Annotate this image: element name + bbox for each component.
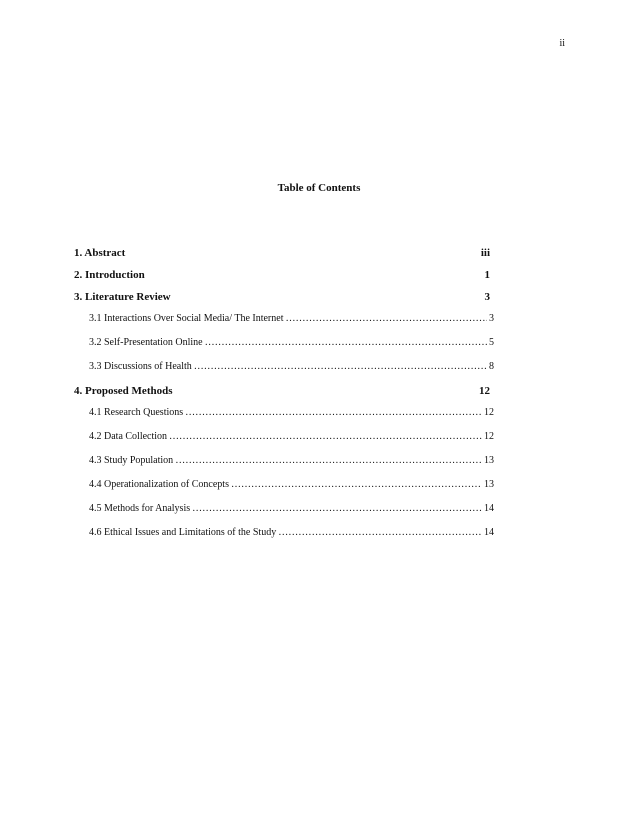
dot-leader: [169, 430, 482, 444]
dot-leader: [285, 312, 487, 326]
toc-subentry-label: 4.6 Ethical Issues and Limitations of the Study: [89, 527, 277, 538]
toc-entry-page: iii: [480, 247, 490, 259]
toc-subentry-page: 13: [484, 455, 494, 466]
dot-leader: [192, 502, 482, 516]
dot-leader: [175, 454, 482, 468]
toc-title: Table of Contents: [277, 182, 361, 194]
toc-entry-literature-review[interactable]: [74, 290, 494, 304]
dot-leader: [278, 526, 482, 540]
toc-subentry-label: 4.1 Research Questions: [89, 407, 184, 418]
dot-leader: [205, 336, 487, 350]
toc-entry-label: 4. Proposed Methods: [74, 385, 173, 397]
toc-entry-abstract[interactable]: [74, 246, 494, 260]
toc-subentry-page: 14: [484, 527, 494, 538]
toc-entry-proposed-methods[interactable]: [74, 384, 494, 398]
toc-entry-label: 1. Abstract: [74, 247, 126, 259]
toc-subentry-label: 3.1 Interactions Over Social Media/ The Internet: [89, 313, 284, 324]
toc-subentry-page: 14: [484, 503, 494, 514]
toc-subentry-page: 5: [489, 337, 494, 348]
toc-subentry-label: 4.2 Data Collection: [89, 431, 168, 442]
toc-subentry-4-2[interactable]: [89, 430, 494, 444]
toc-entry-introduction[interactable]: [74, 268, 494, 282]
toc-subentry-3-2[interactable]: [89, 336, 494, 350]
dot-leader: [231, 478, 482, 492]
toc-subentry-4-5[interactable]: [89, 502, 494, 516]
toc-subentry-label: 3.3 Discussions of Health: [89, 361, 192, 372]
toc-subentry-4-3[interactable]: [89, 454, 494, 468]
table-of-contents: [74, 246, 494, 550]
toc-subentry-3-3[interactable]: [89, 360, 494, 374]
toc-subentry-4-6[interactable]: [89, 526, 494, 540]
toc-entry-label: 2. Introduction: [74, 269, 145, 281]
toc-subentry-page: 8: [489, 361, 494, 372]
toc-entry-page: 3: [484, 291, 490, 303]
toc-subentry-page: 13: [484, 479, 494, 490]
toc-subentry-label: 4.5 Methods for Analysis: [89, 503, 191, 514]
toc-subentry-3-1[interactable]: [89, 312, 494, 326]
toc-subentry-page: 12: [484, 407, 494, 418]
dot-leader: [194, 360, 487, 374]
toc-subentry-label: 4.4 Operationalization of Concepts: [89, 479, 229, 490]
toc-subentry-page: 3: [489, 313, 494, 324]
toc-subentry-4-4[interactable]: [89, 478, 494, 492]
toc-entry-page: 12: [479, 385, 490, 397]
toc-subentry-label: 4.3 Study Population: [89, 455, 174, 466]
toc-subentry-page: 12: [484, 431, 494, 442]
page-number: ii: [559, 38, 565, 49]
toc-entry-label: 3. Literature Review: [74, 291, 171, 303]
toc-subentry-4-1[interactable]: [89, 406, 494, 420]
toc-entry-page: 1: [484, 269, 490, 281]
dot-leader: [185, 406, 482, 420]
toc-subentry-label: 3.2 Self-Presentation Online: [89, 337, 203, 348]
